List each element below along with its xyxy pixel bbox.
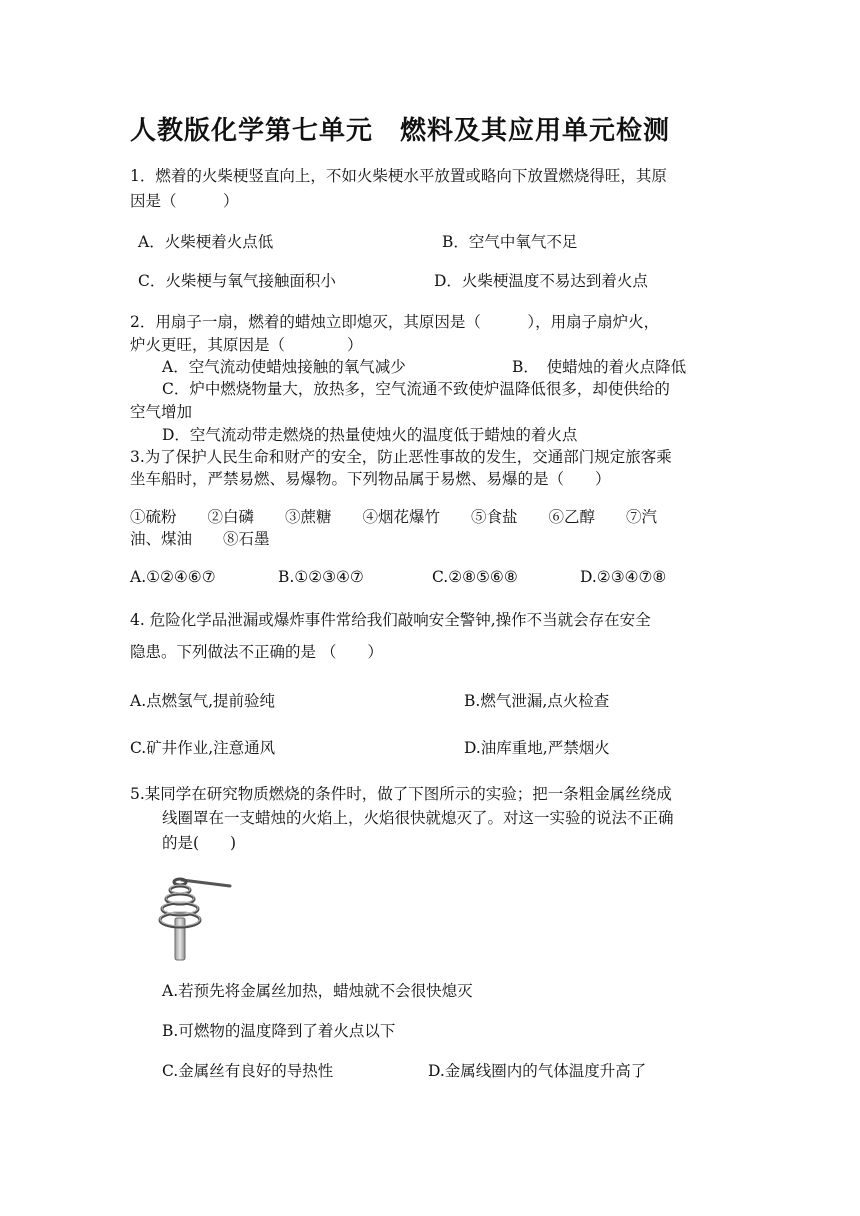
page-title: 人教版化学第七单元 燃料及其应用单元检测 (130, 116, 671, 146)
option-d: D.油库重地,严禁烟火 (464, 739, 610, 757)
question-stem: 2．用扇子一扇，燃着的蜡烛立即熄灭，其原因是（ ），用扇子扇炉火， (130, 313, 660, 331)
option-a: A.若预先将金属丝加热，蜡烛就不会很快熄灭 (162, 982, 473, 1000)
option-a: A.①②④⑥⑦ (130, 568, 216, 586)
option-b: B．空气中氧气不足 (442, 233, 578, 251)
option-c: C.矿井作业,注意通风 (130, 739, 276, 757)
option-b: B.可燃物的温度降到了着火点以下 (162, 1022, 396, 1040)
question-stem: 炉火更旺，其原因是（ ） (130, 336, 363, 354)
option-b: B.①②③④⑦ (278, 568, 364, 586)
option-c: C．火柴梗与氧气接触面积小 (138, 272, 336, 290)
question-stem: 1．燃着的火柴梗竖直向上，不如火柴梗水平放置或略向下放置燃烧得旺，其原 (130, 167, 667, 185)
item-list: ①硫粉 ②白磷 ③蔗糖 ④烟花爆竹 ⑤食盐 ⑥乙醇 ⑦汽 (130, 508, 658, 526)
question-stem: 5.某同学在研究物质燃烧的条件时，做了下图所示的实验；把一条粗金属丝绕成 (130, 785, 672, 803)
option-d: D．空气流动带走燃烧的热量使烛火的温度低于蜡烛的着火点 (162, 426, 578, 444)
option-a: A．空气流动使蜡烛接触的氧气减少 (162, 358, 406, 376)
option-d: D.②③④⑦⑧ (580, 568, 667, 586)
question-stem: 因是（ ） (130, 192, 239, 210)
option-b: B． 使蜡烛的着火点降低 (512, 358, 687, 376)
metal-coil-candle-figure (150, 870, 240, 965)
option-c: C.②⑧⑤⑥⑧ (432, 568, 518, 586)
option-b: B.燃气泄漏,点火检查 (464, 692, 610, 710)
question-stem: 4. 危险化学品泄漏或爆炸事件常给我们敲响安全警钟,操作不当就会存在安全 (130, 611, 651, 629)
question-stem: 隐患。下列做法不正确的是 （ ） (130, 643, 383, 661)
option-a: A．火柴梗着火点低 (138, 233, 274, 251)
option-d: D．火柴梗温度不易达到着火点 (434, 272, 648, 290)
question-stem: 的是( ) (162, 834, 237, 852)
option-c-continued: 空气增加 (130, 403, 193, 421)
option-d: D.金属线圈内的气体温度升高了 (428, 1062, 647, 1080)
question-stem: 3.为了保护人民生命和财产的安全，防止恶性事故的发生，交通部门规定旅客乘 (130, 448, 672, 466)
question-stem: 线圈罩在一支蜡烛的火焰上，火焰很快就熄灭了。对这一实验的说法不正确 (162, 809, 674, 827)
option-a: A.点燃氢气,提前验纯 (130, 692, 276, 710)
question-stem: 坐车船时，严禁易燃、易爆物。下列物品属于易燃、易爆的是（ ） (130, 470, 611, 488)
item-list: 油、煤油 ⑧石墨 (130, 530, 270, 548)
option-c: C．炉中燃烧物量大，放热多，空气流通不致使炉温降低很多，却使供给的 (162, 380, 670, 398)
option-c: C.金属丝有良好的导热性 (162, 1062, 334, 1080)
